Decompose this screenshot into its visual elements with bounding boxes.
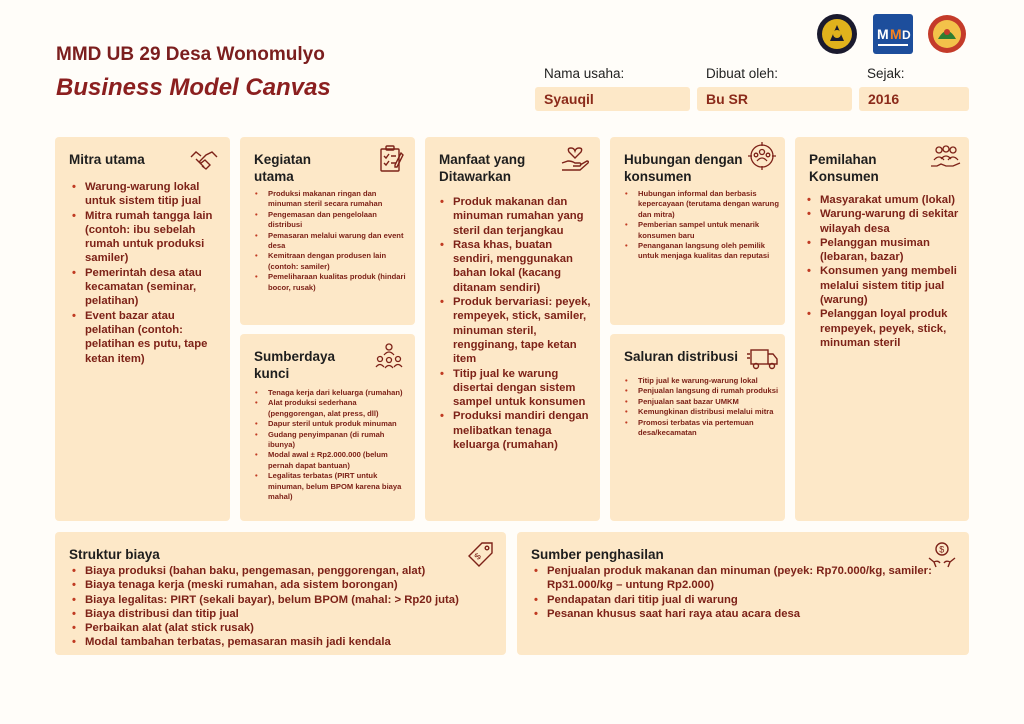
list-item: • Warung-warung di sekitar wilayah desa bbox=[807, 207, 965, 236]
since-field: 2016 bbox=[859, 87, 969, 111]
list-item: • Tenaga kerja dari keluarga (rumahan) bbox=[255, 388, 410, 398]
value-proposition-list bbox=[440, 195, 595, 452]
list-item: • Produksi mandiri dengan melibatkan tenaga keluarga (rumahan) bbox=[440, 409, 595, 452]
document-title: Business Model Canvas bbox=[56, 74, 331, 101]
list-item: • Masyarakat umum (lokal) bbox=[807, 193, 965, 207]
list-item: • Pendapatan dari titip jual di warung bbox=[534, 593, 954, 607]
list-item: • Penjualan produk makanan dan minuman (peyek: Rp70.000/kg, samiler: Rp31.000/kg – untung Rp2.000) bbox=[534, 564, 954, 593]
customer-group-icon bbox=[929, 142, 963, 172]
card-title: Manfaat yang Ditawarkan bbox=[439, 152, 526, 184]
list-item: • Produksi makanan ringan dan minuman steril secara rumahan bbox=[255, 189, 407, 210]
card-title: Sumberdaya kunci bbox=[254, 349, 336, 381]
heart-hand-icon bbox=[560, 143, 590, 173]
list-item: • Pemerintah desa atau kecamatan (seminar, pelatihan) bbox=[72, 266, 224, 309]
list-item: • Warung-warung lokal untuk sistem titip jual bbox=[72, 180, 224, 209]
list-item: • Dapur steril untuk produk minuman bbox=[255, 419, 410, 429]
card-key-partners bbox=[55, 137, 230, 521]
card-title: Kegiatan utama bbox=[254, 152, 312, 184]
list-item: • Perbaikan alat (alat stick rusak) bbox=[72, 621, 492, 635]
list-item: • Kemitraan dengan produsen lain (contoh: samiler) bbox=[255, 251, 407, 272]
organization-name: MMD UB 29 Desa Wonomulyo bbox=[56, 44, 325, 65]
list-item: • Gudang penyimpanan (di rumah ibunya) bbox=[255, 430, 410, 451]
list-item: • Pelanggan musiman (lebaran, bazar) bbox=[807, 236, 965, 265]
business-name-label: Nama usaha: bbox=[544, 66, 625, 81]
list-item: • Pemasaran melalui warung dan event desa bbox=[255, 231, 407, 252]
list-item: • Mitra rumah tangga lain (contoh: ibu sebelah rumah untuk produksi samiler) bbox=[72, 209, 224, 266]
card-title: Hubungan dengan konsumen bbox=[624, 152, 743, 184]
list-item: • Pengemasan dan pengelolaan distribusi bbox=[255, 210, 407, 231]
card-cost-structure bbox=[55, 532, 506, 655]
card-key-activities bbox=[240, 137, 415, 325]
revenue-streams-list bbox=[534, 564, 954, 621]
list-item: • Event bazar atau pelatihan (contoh: pelatihan es putu, tape ketan item) bbox=[72, 309, 224, 366]
card-title: Struktur biaya bbox=[69, 547, 160, 562]
svg-text:$: $ bbox=[472, 551, 483, 562]
channels-list bbox=[625, 376, 780, 438]
card-title: Mitra utama bbox=[69, 152, 145, 167]
list-item: • Kemungkinan distribusi melalui mitra bbox=[625, 407, 780, 417]
created-by-field: Bu SR bbox=[697, 87, 852, 111]
clipboard-checklist-icon bbox=[376, 144, 406, 174]
card-key-resources bbox=[240, 334, 415, 521]
village-emblem-logo bbox=[926, 13, 968, 55]
key-partners-list bbox=[72, 180, 224, 366]
list-item: • Konsumen yang membeli melalui sistem titip jual (warung) bbox=[807, 264, 965, 307]
list-item: • Pelanggan loyal produk rempeyek, peyek, stick, minuman steril bbox=[807, 307, 965, 350]
list-item: • Biaya tenaga kerja (meski rumahan, ada sistem borongan) bbox=[72, 578, 492, 592]
list-item: • Biaya legalitas: PIRT (sekali bayar), belum BPOM (mahal: > Rp20 juta) bbox=[72, 593, 492, 607]
svg-text:D: D bbox=[902, 28, 911, 42]
list-item: • Pemberian sampel untuk menarik konsumen baru bbox=[625, 220, 780, 241]
mmd-logo bbox=[872, 13, 914, 55]
list-item: • Alat produksi sederhana (penggorengan, alat press, dll) bbox=[255, 398, 410, 419]
card-revenue-streams bbox=[517, 532, 969, 655]
card-value-proposition bbox=[425, 137, 600, 521]
customer-relationships-list bbox=[625, 189, 780, 262]
list-item: • Penjualan langsung di rumah produksi bbox=[625, 386, 780, 396]
list-item: • Biaya distribusi dan titip jual bbox=[72, 607, 492, 621]
list-item: • Penanganan langsung oleh pemilik untuk menjaga kualitas dan reputasi bbox=[625, 241, 780, 262]
cost-structure-list bbox=[72, 564, 492, 650]
list-item: • Promosi terbatas via pertemuan desa/kecamatan bbox=[625, 418, 780, 439]
card-title: Sumber penghasilan bbox=[531, 547, 664, 562]
list-item: • Produk bervariasi: peyek, rempeyek, stick, samiler, minuman steril, rengginang, tape ketan item bbox=[440, 295, 595, 366]
card-customer-segments bbox=[795, 137, 969, 521]
university-seal-logo bbox=[816, 13, 858, 55]
list-item: • Legalitas terbatas (PIRT untuk minuman, belum BPOM karena biaya mahal) bbox=[255, 471, 410, 502]
team-network-icon bbox=[374, 340, 404, 370]
card-customer-relationships bbox=[610, 137, 785, 325]
key-resources-list bbox=[255, 388, 410, 502]
svg-text:M: M bbox=[877, 26, 889, 42]
card-title: Saluran distribusi bbox=[624, 349, 739, 364]
card-title: Pemilahan Konsumen bbox=[809, 152, 879, 184]
list-item: • Titip jual ke warung-warung lokal bbox=[625, 376, 780, 386]
list-item: • Modal tambahan terbatas, pemasaran masih jadi kendala bbox=[72, 635, 492, 649]
delivery-truck-icon bbox=[746, 344, 780, 374]
customer-target-icon bbox=[747, 141, 777, 171]
list-item: • Pemeliharaan kualitas produk (hindari bocor, rusak) bbox=[255, 272, 407, 293]
list-item: • Titip jual ke warung disertai dengan sistem sampel untuk konsumen bbox=[440, 367, 595, 410]
list-item: • Penjualan saat bazar UMKM bbox=[625, 397, 780, 407]
list-item: • Pesanan khusus saat hari raya atau acara desa bbox=[534, 607, 954, 621]
created-by-label: Dibuat oleh: bbox=[706, 66, 779, 81]
svg-text:M: M bbox=[890, 26, 902, 42]
list-item: • Biaya produksi (bahan baku, pengemasan, penggorengan, alat) bbox=[72, 564, 492, 578]
handshake-icon bbox=[189, 145, 219, 175]
list-item: • Hubungan informal dan berbasis kepercayaan (terutama dengan warung dan mitra) bbox=[625, 189, 780, 220]
list-item: • Produk makanan dan minuman rumahan yang steril dan terjangkau bbox=[440, 195, 595, 238]
list-item: • Rasa khas, buatan sendiri, menggunakan bahan lokal (kacang ditanam sendiri) bbox=[440, 238, 595, 295]
key-activities-list bbox=[255, 189, 407, 293]
list-item: • Modal awal ± Rp2.000.000 (belum pernah dapat bantuan) bbox=[255, 450, 410, 471]
business-name-field: Syauqil bbox=[535, 87, 690, 111]
svg-text:$: $ bbox=[939, 544, 945, 555]
customer-segments-list bbox=[807, 193, 965, 350]
since-label: Sejak: bbox=[867, 66, 905, 81]
card-channels bbox=[610, 334, 785, 521]
